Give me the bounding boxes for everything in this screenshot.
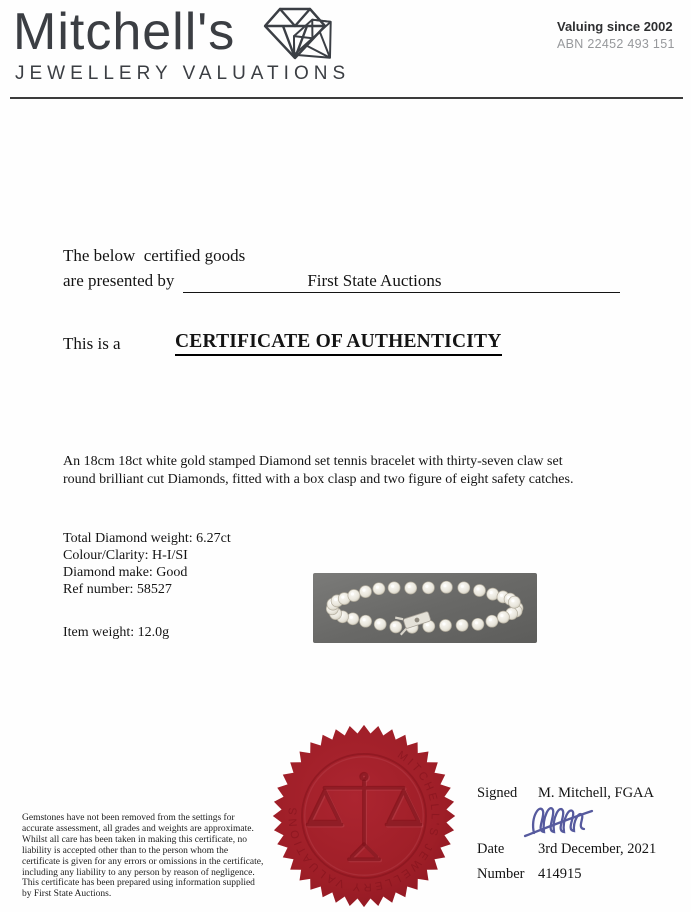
header-divider — [10, 97, 683, 99]
title-prefix: This is a — [63, 334, 121, 353]
item-details — [63, 530, 231, 598]
diamond-logo-icon — [256, 2, 348, 72]
handwritten-signature — [522, 799, 630, 843]
presenter-name: First State Auctions — [183, 271, 620, 293]
number-value: 414915 — [538, 866, 582, 882]
brand-division: JEWELLERY VALUATIONS — [15, 63, 351, 84]
tagline: Valuing since 2002 — [557, 19, 673, 34]
bracelet-photo — [313, 573, 537, 643]
detail-total-weight: Total Diamond weight: 6.27ct — [63, 531, 231, 546]
signed-label: Signed — [477, 785, 518, 801]
date-label: Date — [477, 841, 505, 857]
date-value: 3rd December, 2021 — [538, 841, 657, 857]
brand-logo-text: Mitchell's — [13, 3, 236, 61]
detail-ref-number: Ref number: 58527 — [63, 582, 172, 597]
presented-by-label: are presented by — [63, 271, 175, 290]
detail-colour-clarity: Colour/Clarity: H-I/SI — [63, 548, 188, 563]
presented-by-row — [63, 271, 620, 293]
item-weight: Item weight: 12.0g — [63, 625, 170, 640]
disclaimer-text: Gemstones have not been removed from the settings for accurate assessment, all grades and weights are approximate. Whilst all care has been taken in making this certificate, no liability is accepted other than to the person whom the certificate is given for any errors or omissions in the certificate, including any liability to any person by reason of negligence. This certificate has been prepared using information supplied by First State Auctions. — [22, 813, 264, 900]
number-label: Number — [477, 866, 525, 882]
seal-ring-text: MITCHELL'S JEWELLERY VALUATIONS — [287, 748, 441, 893]
item-description: An 18cm 18ct white gold stamped Diamond set tennis bracelet with thirty-seven claw set round brilliant cut Diamonds, fitted with a box clasp and two figure of eight safety catches. — [63, 454, 574, 487]
intro-line: The below certified goods — [63, 246, 246, 265]
certificate-title: CERTIFICATE OF AUTHENTICITY — [175, 331, 502, 356]
detail-diamond-make: Diamond make: Good — [63, 565, 188, 580]
wax-seal — [270, 722, 458, 910]
abn-number: ABN 22452 493 151 — [557, 37, 675, 51]
signed-value: M. Mitchell, FGAA — [538, 785, 654, 801]
